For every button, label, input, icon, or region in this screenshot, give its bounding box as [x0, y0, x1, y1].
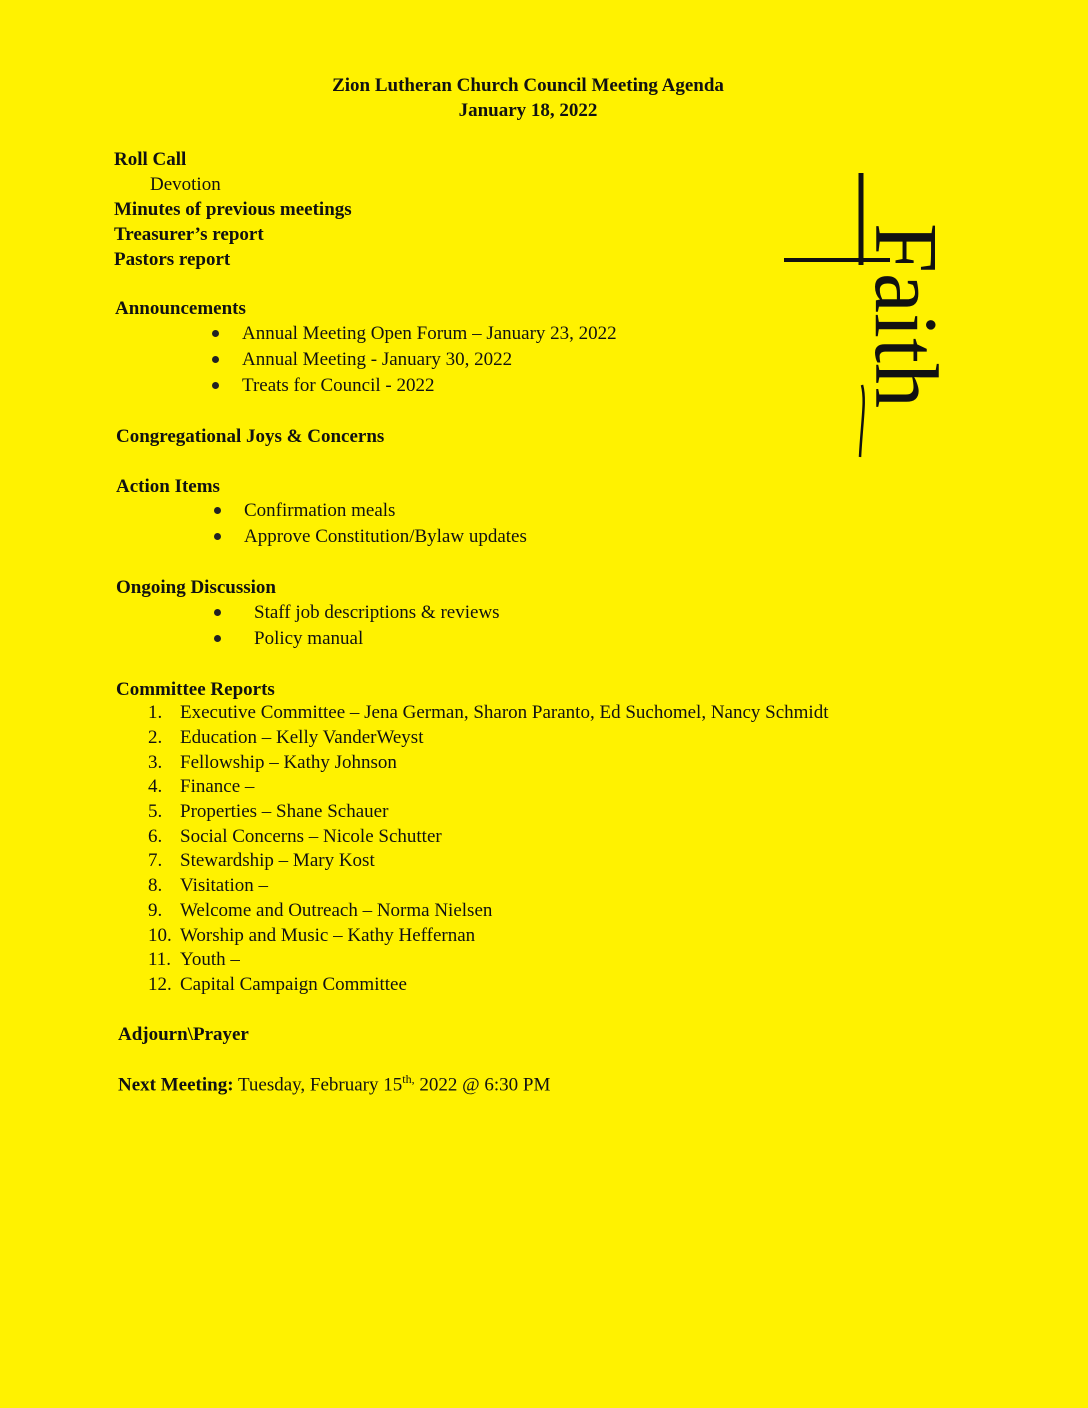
- page-title: Zion Lutheran Church Council Meeting Agenda: [332, 75, 724, 96]
- bullet-icon: [214, 533, 221, 540]
- committee-reports-heading: Committee Reports: [116, 679, 275, 700]
- list-item: Annual Meeting Open Forum – January 23, 2022: [242, 323, 617, 345]
- treasurer-heading: Treasurer’s report: [114, 224, 264, 245]
- bullet-icon: [214, 507, 221, 514]
- faith-cross-logo: [780, 165, 955, 465]
- list-item: 6. Social Concerns – Nicole Schutter: [148, 826, 442, 847]
- pastors-heading: Pastors report: [114, 249, 231, 270]
- list-item: Confirmation meals: [244, 500, 395, 522]
- list-item: Policy manual: [254, 628, 363, 650]
- svg-text:Faith: Faith: [856, 223, 955, 409]
- list-item: 9. Welcome and Outreach – Norma Nielsen: [148, 900, 493, 921]
- meeting-date: January 18, 2022: [458, 100, 598, 121]
- action-items-heading: Action Items: [116, 476, 220, 497]
- roll-call-heading: Roll Call: [114, 149, 187, 170]
- joys-heading: Congregational Joys & Concerns: [116, 426, 385, 447]
- list-item: 3. Fellowship – Kathy Johnson: [148, 752, 397, 773]
- list-item: 5. Properties – Shane Schauer: [148, 801, 389, 822]
- minutes-heading: Minutes of previous meetings: [114, 199, 352, 220]
- list-item: 4. Finance –: [148, 776, 255, 797]
- list-item: Treats for Council - 2022: [242, 375, 434, 397]
- list-item: 11. Youth –: [148, 949, 240, 970]
- list-item: 10. Worship and Music – Kathy Heffernan: [148, 925, 476, 946]
- bullet-icon: [212, 382, 219, 389]
- list-item: 1. Executive Committee – Jena German, Sharon Paranto, Ed Suchomel, Nancy Schmidt: [148, 702, 829, 723]
- bullet-icon: [212, 330, 219, 337]
- list-item: 8. Visitation –: [148, 875, 269, 896]
- list-item: Approve Constitution/Bylaw updates: [244, 526, 527, 548]
- announcements-heading: Announcements: [115, 298, 246, 319]
- ongoing-heading: Ongoing Discussion: [116, 577, 276, 598]
- next-meeting: Next Meeting: Tuesday, February $15^{th,}$ 2022 @ 6:30 PM: [118, 1072, 551, 1096]
- bullet-icon: [212, 356, 219, 363]
- list-item: Annual Meeting - January 30, 2022: [242, 349, 512, 371]
- list-item: 12. Capital Campaign Committee: [148, 974, 407, 995]
- list-item: Staff job descriptions & reviews: [254, 602, 500, 624]
- next-meeting-label: Next Meeting:: [118, 1074, 234, 1096]
- adjourn-heading: Adjourn\Prayer: [118, 1024, 249, 1045]
- list-item: 7. Stewardship – Mary Kost: [148, 850, 375, 871]
- devotion-item: Devotion: [150, 174, 221, 195]
- list-item: 2. Education – Kelly VanderWeyst: [148, 727, 424, 748]
- bullet-icon: [214, 609, 221, 616]
- bullet-icon: [214, 635, 221, 642]
